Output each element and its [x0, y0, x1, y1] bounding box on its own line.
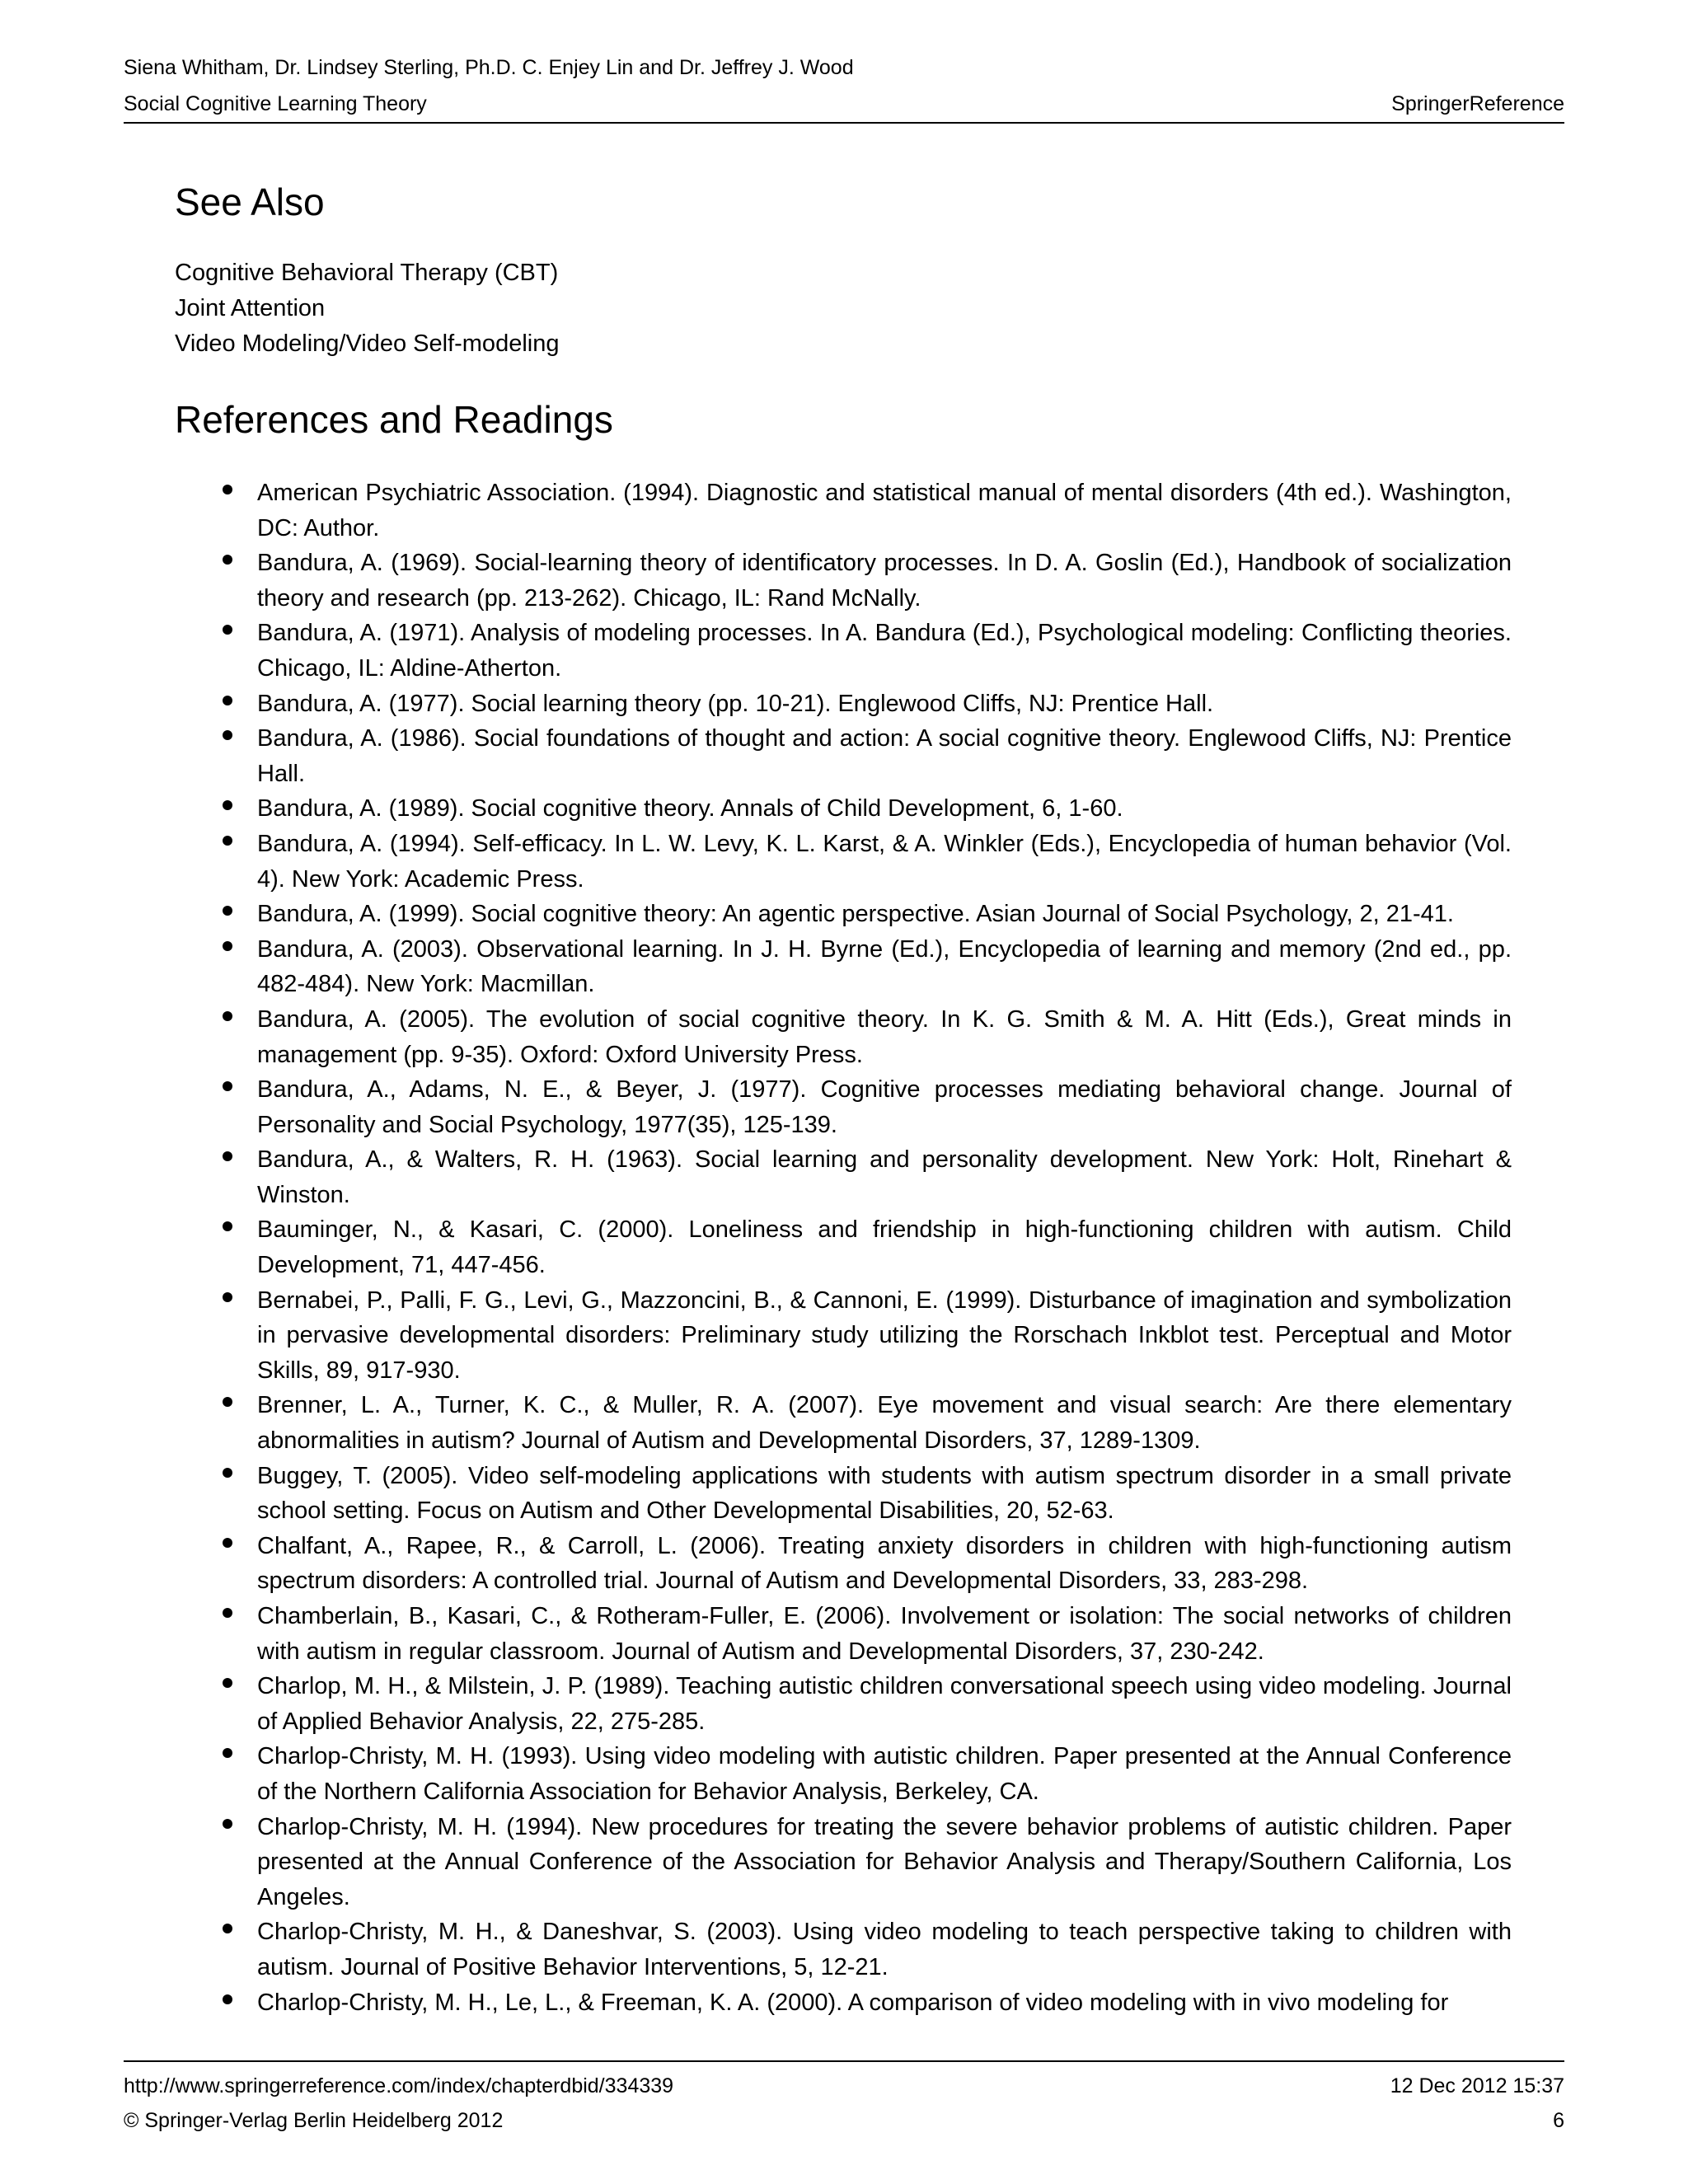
reference-item [257, 1810, 1512, 1915]
page-header [124, 49, 1564, 124]
reference-text: Charlop, M. H., & Milstein, J. P. (1989). Teaching autistic children conversational speech using video modeling. Journal of Applied Behavior Analysis, 22, 275-285. [257, 1673, 1512, 1735]
reference-text: Bandura, A. (1977). Social learning theory (pp. 10-21). Englewood Cliffs, NJ: Prentice Hall. [257, 690, 1214, 717]
reference-item [257, 791, 1512, 827]
reference-item [257, 1072, 1512, 1142]
reference-item [257, 1669, 1512, 1739]
reference-item [257, 1388, 1512, 1458]
reference-text: Bauminger, N., & Kasari, C. (2000). Loneliness and friendship in high-functioning children with autism. Child Development, 71, 447-456. [257, 1216, 1512, 1279]
bullet-icon [223, 730, 232, 740]
header-divider [124, 122, 1564, 124]
reference-item [257, 1739, 1512, 1809]
bullet-icon [223, 1678, 232, 1688]
footer-copyright-row [124, 2103, 1564, 2138]
see-also-heading: See Also [175, 180, 325, 223]
see-also-list [175, 255, 1512, 362]
reference-text: Chalfant, A., Rapee, R., & Carroll, L. (2006). Treating anxiety disorders in children with high-functioning autism spectrum disorders: A controlled trial. Journal of Autism and Developmental Disorders, 33, 283-298. [257, 1532, 1512, 1595]
bullet-icon [223, 1081, 232, 1091]
reference-item [257, 897, 1512, 932]
reference-text: Bandura, A., & Walters, R. H. (1963). Social learning and personality development. New York: Holt, Rinehart & Winston. [257, 1146, 1512, 1208]
reference-text: Bandura, A., Adams, N. E., & Beyer, J. (1977). Cognitive processes mediating behavioral change. Journal of Personality and Social Psychology, 1977(35), 125-139. [257, 1076, 1512, 1138]
reference-text: Charlop-Christy, M. H. (1993). Using video modeling with autistic children. Paper presented at the Annual Conference of the Northern California Association for Behavior Analysis, Berkeley, CA. [257, 1743, 1512, 1805]
reference-item [257, 721, 1512, 791]
page-number: 6 [1553, 2109, 1564, 2132]
reference-text: Charlop-Christy, M. H., & Daneshvar, S. (2003). Using video modeling to teach perspective taking to children with autism. Journal of Positive Behavior Interventions, 5, 12-21. [257, 1919, 1512, 1980]
reference-item [257, 1283, 1512, 1389]
header-title-row [124, 86, 1564, 122]
footer-url-link[interactable]: http://www.springerreference.com/index/chapterdbid/334339 [124, 2074, 674, 2097]
reference-text: Bandura, A. (2003). Observational learning. In J. H. Byrne (Ed.), Encyclopedia of learning and memory (2nd ed., pp. 482-484). New York: Macmillan. [257, 935, 1512, 998]
reference-item [257, 616, 1512, 686]
reference-text: Buggey, T. (2005). Video self-modeling applications with students with autism spectrum disorder in a small private school setting. Focus on Autism and Other Developmental Disabilities, 20, 52-63. [257, 1462, 1512, 1525]
reference-text: Bandura, A. (1994). Self-efficacy. In L. W. Levy, K. L. Karst, & A. Winkler (Eds.), Encyclopedia of human behavior (Vol. 4). New York: Academic Press. [257, 830, 1512, 893]
bullet-icon [223, 1748, 232, 1758]
reference-item [257, 1142, 1512, 1212]
references-section [175, 387, 1512, 2020]
reference-text: American Psychiatric Association. (1994). Diagnostic and statistical manual of mental disorders (4th ed.). Washington, DC: Author. [257, 480, 1512, 541]
footer-url-row [124, 2069, 1564, 2103]
bullet-icon [223, 555, 232, 565]
reference-item [257, 687, 1512, 722]
reference-item [257, 546, 1512, 616]
reference-item [257, 1459, 1512, 1529]
reference-text: Bandura, A. (2005). The evolution of social cognitive theory. In K. G. Smith & M. A. Hitt (Eds.), Great minds in management (pp. 9-35). Oxford: Oxford University Press. [257, 1005, 1512, 1068]
header-publisher: SpringerReference [1391, 92, 1564, 115]
bullet-icon [223, 1468, 232, 1478]
references-heading: References and Readings [175, 398, 613, 441]
reference-item [257, 476, 1512, 546]
bullet-icon [223, 941, 232, 951]
bullet-icon [223, 1538, 232, 1548]
header-title: Social Cognitive Learning Theory [124, 92, 427, 115]
reference-item [257, 1599, 1512, 1669]
see-also-item[interactable]: Cognitive Behavioral Therapy (CBT) [175, 260, 559, 286]
footer-date: 12 Dec 2012 15:37 [1390, 2074, 1564, 2097]
header-authors-row [124, 49, 1564, 86]
bullet-icon [223, 1994, 232, 2004]
bullet-icon [223, 906, 232, 916]
bullet-icon [223, 800, 232, 810]
reference-text: Charlop-Christy, M. H. (1994). New procedures for treating the severe behavior problems of autistic children. Paper presented at the Annual Conference of the Association for Behavior Analysis and Therapy/Southern California, Los Angeles. [257, 1813, 1512, 1910]
reference-item [257, 1985, 1512, 2021]
reference-item [257, 827, 1512, 897]
reference-item [257, 932, 1512, 1002]
reference-item [257, 1915, 1512, 1985]
footer-copyright: © Springer-Verlag Berlin Heidelberg 2012 [124, 2109, 504, 2132]
main-content [175, 169, 1512, 2020]
header-authors: Siena Whitham, Dr. Lindsey Sterling, Ph.D. C. Enjey Lin and Dr. Jeffrey J. Wood [124, 56, 854, 79]
footer-divider [124, 2060, 1564, 2062]
bullet-icon [223, 1151, 232, 1161]
reference-text: Bandura, A. (1989). Social cognitive theory. Annals of Child Development, 6, 1-60. [257, 795, 1123, 823]
bullet-icon [223, 485, 232, 494]
bullet-icon [223, 1608, 232, 1618]
see-also-section [175, 169, 1512, 362]
bullet-icon [223, 1397, 232, 1407]
see-also-item[interactable]: Video Modeling/Video Self-modeling [175, 330, 560, 357]
bullet-icon [223, 836, 232, 846]
reference-text: Charlop-Christy, M. H., Le, L., & Freeman, K. A. (2000). A comparison of video modeling with in vivo modeling for [257, 1989, 1449, 2016]
bullet-icon [223, 1924, 232, 1933]
bullet-icon [223, 1819, 232, 1829]
reference-text: Bandura, A. (1999). Social cognitive theory: An agentic perspective. Asian Journal of Social Psychology, 2, 21-41. [257, 901, 1454, 928]
bullet-icon [223, 696, 232, 705]
reference-text: Bandura, A. (1986). Social foundations of thought and action: A social cognitive theory. Englewood Cliffs, NJ: Prentice Hall. [257, 725, 1512, 787]
bullet-icon [223, 1292, 232, 1302]
reference-text: Bandura, A. (1971). Analysis of modeling processes. In A. Bandura (Ed.), Psychological modeling: Conflicting theories. Chicago, IL: Aldine-Atherton. [257, 620, 1512, 682]
reference-item [257, 1212, 1512, 1282]
reference-item [257, 1529, 1512, 1599]
reference-text: Bandura, A. (1969). Social-learning theory of identificatory processes. In D. A. Goslin (Ed.), Handbook of socialization theory and research (pp. 213-262). Chicago, IL: Rand McNally. [257, 550, 1512, 612]
bullet-icon [223, 1011, 232, 1021]
bullet-icon [223, 1221, 232, 1231]
page-footer [124, 2060, 1564, 2138]
reference-item [257, 1002, 1512, 1072]
reference-text: Brenner, L. A., Turner, K. C., & Muller, R. A. (2007). Eye movement and visual search: Are there elementary abnormalities in autism? Journal of Autism and Developmental Disorders, 37, 1289-1309. [257, 1392, 1512, 1455]
bullet-icon [223, 625, 232, 635]
reference-text: Chamberlain, B., Kasari, C., & Rotheram-Fuller, E. (2006). Involvement or isolation: The social networks of children with autism in regular classroom. Journal of Autism and Developmental Disorders, 37, 230-242. [257, 1603, 1512, 1665]
see-also-item[interactable]: Joint Attention [175, 295, 326, 321]
reference-text: Bernabei, P., Palli, F. G., Levi, G., Mazzoncini, B., & Cannoni, E. (1999). Disturbance of imagination and symbolization in pervasive developmental disorders: Preliminary study utilizing the Rorschach Inkblot test. Perceptual and Motor Skills, 89, 917-930. [257, 1286, 1512, 1384]
references-list [175, 476, 1512, 2020]
